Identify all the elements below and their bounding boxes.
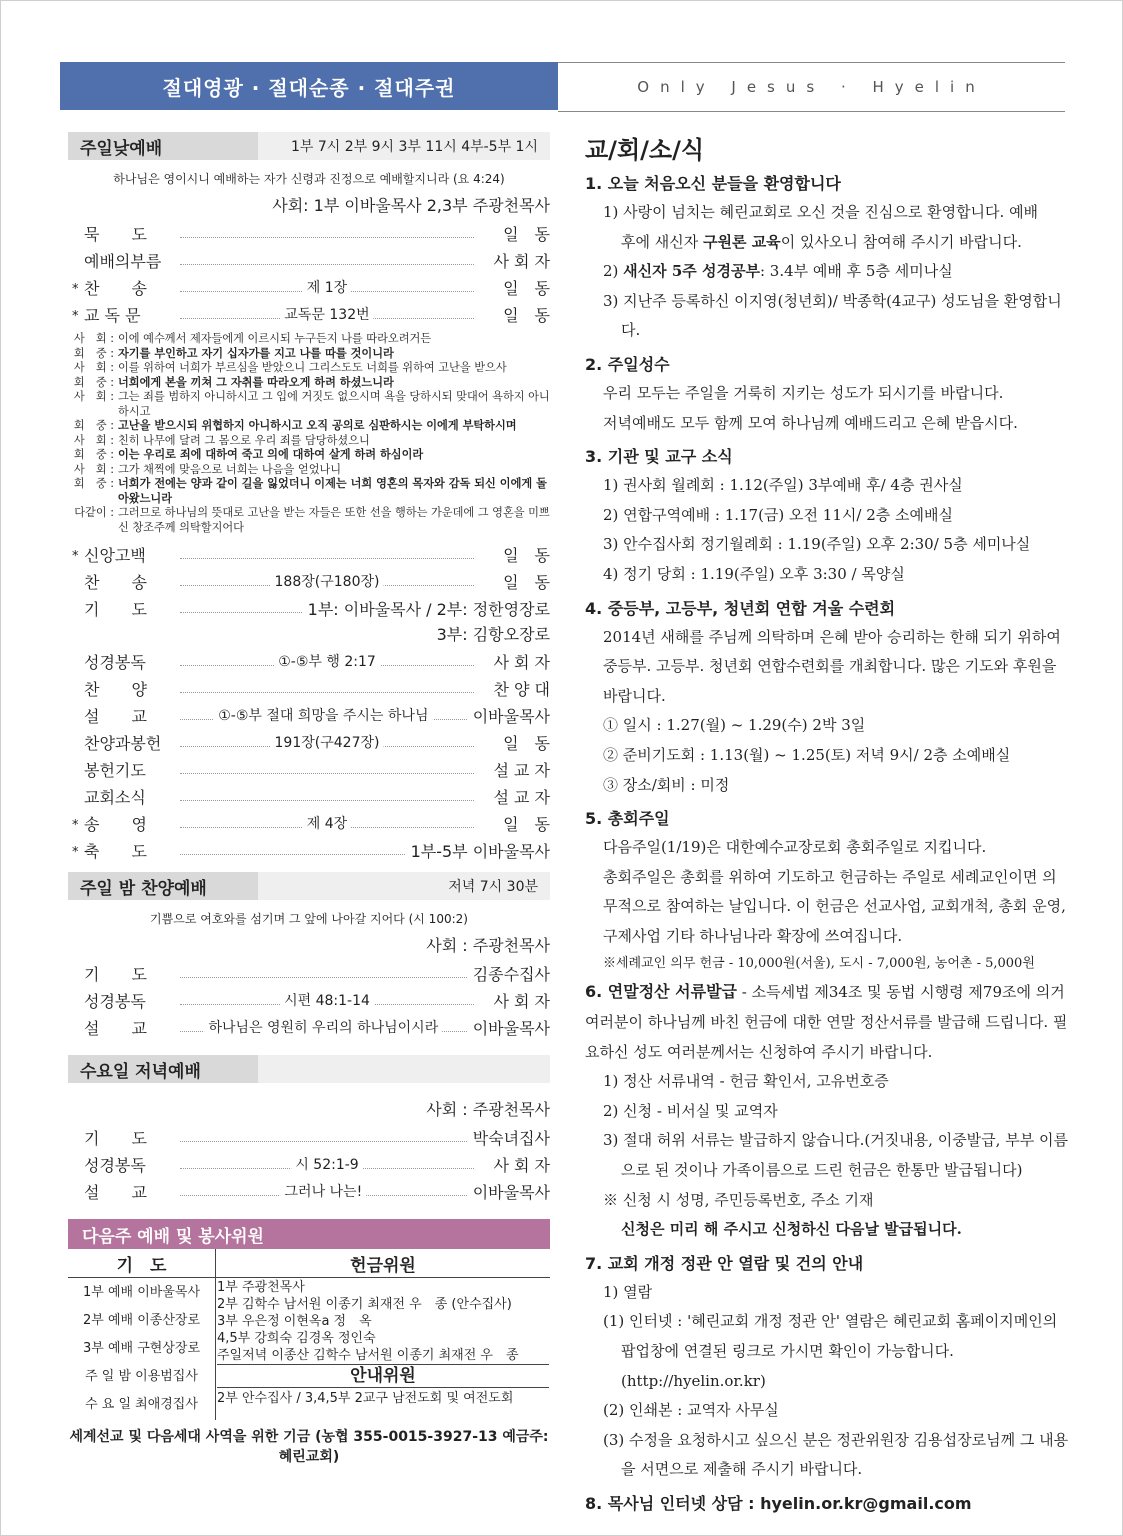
prayer-extra: 3부: 김항오장로 <box>436 625 550 644</box>
order-item-detail: ①-⑤부 행 2:17 <box>274 651 380 671</box>
offering-assignment: 1부 주광천목사 <box>217 1280 305 1295</box>
order-list <box>68 648 550 864</box>
dotted-leader <box>180 1141 467 1142</box>
news-text: 2014년 새해를 주님께 의탁하며 은혜 받아 승리하는 한해 되기 위하여 중등부. 고등부. 청년회 연합수련회를 개최합니다. 많은 기도와 후원을 바랍니다. <box>603 627 1061 705</box>
dotted-leader <box>180 612 302 613</box>
offering-cell <box>216 1278 551 1421</box>
news-text: 1) 열람 <box>603 1282 653 1301</box>
order-item <box>68 702 550 729</box>
reading-text: 이를 위하여 너희가 부르심을 받았으니 그리스도도 너희를 위하여 고난을 받으사 <box>118 361 507 374</box>
order-item <box>68 1178 550 1205</box>
order-item-person: 이바울목사 <box>472 1183 550 1202</box>
dotted-leader <box>180 654 474 670</box>
order-item-person: 일 동 <box>503 546 550 565</box>
news-list-item: 2) 신청 - 비서실 및 교역자 <box>603 1101 778 1120</box>
order-item-person: 일 동 <box>503 573 550 592</box>
reading-text: 그는 죄를 범하지 아니하시고 그 입에 거짓도 없으시며 욕을 당하시되 맞대어 욕하지 아니하시고 <box>118 390 550 418</box>
order-item-detail: ①-⑤부 절대 희망을 주시는 하나님 <box>214 705 432 725</box>
reading-text: 이에 예수께서 제자들에게 이르시되 누구든지 나를 따라오려거든 <box>118 332 432 345</box>
order-item-person: 사 회 자 <box>493 992 550 1011</box>
order-item-name: 신앙고백 <box>84 546 146 565</box>
reading-text: 그러므로 하나님의 뜻대로 고난을 받는 자들은 또한 선을 행하는 가운데에 그 영혼을 미쁘신 창조주께 의탁할지어다 <box>118 506 550 534</box>
order-item-name: 찬양과봉헌 <box>84 734 162 753</box>
news-list-item: ② 준비기도회 : 1.13(월) ~ 1.25(토) 저녁 9시/ 2층 소예배실 <box>603 745 1011 764</box>
news-text: 우리 모두는 주일을 거룩히 지키는 성도가 되시기를 바랍니다. <box>603 383 1004 402</box>
service-times: 1부 7시 2부 9시 3부 11시 4부-5부 1시 <box>291 139 538 155</box>
order-item-person: 김종수집사 <box>472 965 550 984</box>
service-team-table <box>68 1249 550 1420</box>
order-item-detail: 시 52:1-9 <box>291 1154 362 1174</box>
reader-role: 회 중 : <box>73 375 114 389</box>
order-list <box>68 220 550 328</box>
responsive-line <box>68 376 550 391</box>
order-item-person: 일 동 <box>503 279 550 298</box>
reading-text: 이는 우리로 죄에 대하여 죽고 의에 대하여 살게 하려 하심이라 <box>118 448 424 461</box>
news-heading: 2. 주일성수 <box>585 354 670 374</box>
dotted-leader <box>180 237 474 238</box>
guide-header: 안내위원 <box>217 1364 549 1388</box>
service-leader: 사회: 1부 이바울목사 2,3부 주광천목사 <box>272 196 550 215</box>
news-list-item: ③ 장소/회비 : 미정 <box>603 775 730 794</box>
responsive-line <box>68 390 550 419</box>
news-list-item: (1) 인터넷 : '혜린교회 개정 정관 안' 열람은 혜린교회 홈페이지메인의 팝업창에 연결된 링크로 가시면 확인이 가능합니다.(http://hyelin.or.kr) <box>603 1312 1058 1390</box>
prayer-assignments <box>68 1278 216 1421</box>
order-item-person: 이바울목사 <box>472 707 550 726</box>
section-title: 주일낮예배 <box>80 138 163 159</box>
order-item-detail: 시편 48:1-14 <box>280 990 374 1010</box>
order-item <box>68 1124 550 1151</box>
responsive-line <box>68 463 550 478</box>
news-heading: 4. 중등부, 고등부, 청년회 연합 겨울 수련회 <box>585 598 896 618</box>
news-list-item: ① 일시 : 1.27(월) ~ 1.29(수) 2박 3일 <box>603 716 866 735</box>
dotted-leader <box>180 773 474 774</box>
order-item-detail: 제 4장 <box>303 813 351 833</box>
guide-assignments: 2부 안수집사 / 3,4,5부 2교구 남전도회 및 여전도회 <box>217 1391 514 1406</box>
order-item-name: 성경봉독 <box>84 653 146 672</box>
news-list-item: (3) 수정을 요청하시고 싶으신 분은 정관위원장 김용섭장로님께 그 내용을 서면으로 제출해 주시기 바랍니다. <box>603 1430 1069 1479</box>
dotted-leader <box>180 816 474 832</box>
reading-text: 고난을 받으시되 위협하지 아니하시고 오직 공의로 심판하시는 이에게 부탁하시며 <box>118 419 517 432</box>
order-item-person: 사 회 자 <box>493 252 550 271</box>
prayer-assignment: 수 요 일 최애경집사 <box>85 1397 198 1412</box>
news-text: 다음주일(1/19)은 대한예수교장로회 총회주일로 지킵니다. <box>603 838 987 857</box>
news-heading: 1. 오늘 처음오신 분들을 환영합니다 <box>585 174 841 193</box>
dotted-leader <box>180 1020 467 1036</box>
order-item-name: 묵 도 <box>84 225 147 244</box>
responsive-reading <box>68 332 550 535</box>
reader-role: 다같이 : <box>74 506 114 519</box>
prayer-assignment: 1부 예배 이바울목사 <box>83 1285 200 1300</box>
service-leader: 사회 : 주광천목사 <box>426 1100 550 1119</box>
news-list <box>585 711 1070 800</box>
text-run: 2) <box>603 262 624 281</box>
news-list <box>585 471 1070 589</box>
reader-role: 사 회 : <box>73 433 114 447</box>
order-item-name: 설 교 <box>84 1019 147 1038</box>
responsive-line <box>68 361 550 376</box>
order-item-name: 교 독 문 <box>84 306 141 325</box>
required-standing-mark: * <box>72 845 79 860</box>
offering-col-header: 헌금위원 <box>216 1249 551 1278</box>
order-item-person: 일 동 <box>503 734 550 753</box>
news-list <box>585 1067 1070 1185</box>
reader-role: 회 중 : <box>73 346 114 360</box>
responsive-line <box>68 332 550 347</box>
order-item-name: 설 교 <box>84 1183 147 1202</box>
order-item <box>68 810 550 837</box>
responsive-line <box>68 448 550 463</box>
order-item-detail: 제 1장 <box>303 277 351 297</box>
order-item-name: 예배의부름 <box>84 252 162 271</box>
order-item-name: 찬 송 <box>84 279 147 298</box>
dotted-leader <box>180 800 474 801</box>
news-title: 교/회/소/식 <box>585 136 705 164</box>
reading-text: 너희가 전에는 양과 같이 길을 잃었더니 이제는 너희 영혼의 목자와 감독 되신 이에게 돌아왔느니라 <box>118 477 547 505</box>
order-item-name: 설 교 <box>84 707 147 726</box>
required-standing-mark: * <box>72 309 79 324</box>
order-item-person: 일 동 <box>503 815 550 834</box>
dotted-leader <box>180 574 474 590</box>
text-run: : 3.4부 예배 후 5층 세미나실 <box>759 262 953 281</box>
order-item <box>68 837 550 864</box>
responsive-line <box>68 506 550 535</box>
offering-assignment: 2부 김학수 남서원 이종기 최재전 우 종 (안수집사) <box>217 1297 512 1312</box>
dotted-leader <box>180 735 474 751</box>
news-list-item: 2) 연합구역예배 : 1.17(금) 오전 11시/ 2층 소예배실 <box>603 505 953 524</box>
order-item-name: 봉헌기도 <box>84 761 146 780</box>
order-item-name: 축 도 <box>84 842 147 861</box>
emphasis: 구원론 교육 <box>703 232 781 251</box>
responsive-line <box>68 419 550 434</box>
sunday-morning-header <box>68 132 550 160</box>
news-list-item: 1) 권사회 월례회 : 1.12(주일) 3부예배 후/ 4층 권사실 <box>603 476 963 495</box>
reading-text: 그가 채찍에 맞음으로 너희는 나음을 얻었나니 <box>118 462 342 476</box>
slogan-banner: Only Jesus · Hyelin <box>558 62 1065 112</box>
order-item-name: 기 도 <box>84 1129 147 1148</box>
order-item-person: 일 동 <box>503 306 550 325</box>
order-item-detail: 하나님은 영원히 우리의 하나님이시라 <box>204 1017 442 1037</box>
news-list-item: 3) 절대 허위 서류는 발급하지 않습니다.(거짓내용, 이중발급, 부부 이름으로 된 것이나 가족이름으로 드린 헌금은 한통만 발급됩니다) <box>603 1131 1068 1180</box>
order-item-person: 사 회 자 <box>493 1156 550 1175</box>
reading-text: 너희에게 본을 끼쳐 그 자취를 따라오게 하려 하셨느니라 <box>118 375 394 389</box>
dotted-leader <box>180 264 474 265</box>
order-item-name: 교회소식 <box>84 788 146 807</box>
news-list-item: 1) 정산 서류내역 - 헌금 확인서, 고유번호증 <box>603 1072 889 1091</box>
dotted-leader <box>180 280 474 296</box>
worship-order-column <box>68 132 550 1466</box>
dotted-leader <box>180 854 405 855</box>
order-item-name: 성경봉독 <box>84 1156 146 1175</box>
offering-assignment: 주일저녁 이종산 김학수 남서원 이종기 최재전 우 종 <box>217 1348 519 1363</box>
news-list-item: 3) 안수집사회 정기월례회 : 1.19(주일) 오후 2:30/ 5층 세미나실 <box>603 535 1031 554</box>
order-item <box>68 756 550 783</box>
order-item-detail: 교독문 132번 <box>280 304 373 324</box>
responsive-line <box>68 347 550 362</box>
order-item-name: 찬 송 <box>84 573 147 592</box>
offering-assignments <box>217 1279 549 1364</box>
order-item-person: 1부: 이바울목사 / 2부: 정한영장로 <box>307 600 550 619</box>
dotted-leader <box>180 1184 467 1200</box>
order-item <box>68 595 550 622</box>
dotted-leader <box>180 993 474 1009</box>
required-standing-mark: * <box>72 818 79 833</box>
dotted-leader <box>180 692 474 693</box>
reader-role: 사 회 : <box>73 361 114 374</box>
prayer-col-header: 기 도 <box>68 1249 216 1278</box>
order-item <box>68 301 550 328</box>
order-item <box>68 783 550 810</box>
service-leader: 사회 : 주광천목사 <box>426 936 550 955</box>
order-item <box>68 960 550 987</box>
order-item-person: 박숙녀집사 <box>472 1129 550 1148</box>
news-text <box>585 257 1070 287</box>
order-item <box>68 1151 550 1178</box>
news-text: 1) 사랑이 넘치는 혜린교회로 오신 것을 진심으로 환영합니다. 예배 <box>603 203 1039 221</box>
news-list <box>585 1307 1070 1485</box>
dotted-leader <box>180 307 474 323</box>
order-item-person: 일 동 <box>503 225 550 244</box>
prayer-assignment: 2부 예배 이종산장로 <box>83 1313 200 1328</box>
order-item <box>68 987 550 1014</box>
order-item-name: 찬 양 <box>84 680 147 699</box>
theme-verse: 기쁨으로 여호와를 섬기며 그 앞에 나아갈 지어다 (시 100:2) <box>150 912 468 926</box>
order-item <box>68 648 550 675</box>
reading-text: 친히 나무에 달려 그 몸으로 우리 죄를 담당하셨으니 <box>118 433 370 447</box>
news-note: ※ 신청 시 성명, 주민등록번호, 주소 기재 <box>603 1190 874 1209</box>
offering-assignment: 4,5부 강희숙 김경옥 정인숙 <box>217 1331 376 1346</box>
order-list <box>68 960 550 1041</box>
dotted-leader <box>180 708 467 724</box>
emphasis: 새신자 5주 성경공부 <box>623 262 760 281</box>
text-run: 후에 새신자 <box>621 232 703 251</box>
news-emphasis: 신청은 미리 해 주시고 신청하신 다음날 발급됩니다. <box>621 1220 962 1239</box>
dotted-leader <box>180 977 467 978</box>
reader-role: 회 중 : <box>73 477 114 490</box>
counseling-contact: 8. 목사님 인터넷 상담 : hyelin.or.kr@gmail.com <box>585 1493 972 1513</box>
order-item-detail: 그러나 나는! <box>281 1181 367 1201</box>
offering-assignment: 3부 우은정 이현옥a 정 옥 <box>217 1314 372 1329</box>
sunday-evening-header <box>68 872 550 900</box>
order-item-name: 기 도 <box>84 600 147 619</box>
news-text: 총회주일은 총회를 위하여 기도하고 헌금하는 주일로 세례교인이면 의무적으로 참여하는 날입니다. 이 헌금은 선교사업, 교회개척, 총회 운영, 구제사업 기타 하나님나라 확장에 쓰여집니다. <box>603 867 1066 945</box>
order-item <box>68 541 550 568</box>
text-run: 이 있사오니 참여해 주시기 바랍니다. <box>780 232 1022 251</box>
order-item-name: 송 영 <box>84 815 147 834</box>
prayer-assignment: 주 일 밤 이용범집사 <box>85 1369 198 1384</box>
order-item-person: 찬 양 대 <box>493 680 550 699</box>
responsive-line <box>68 434 550 449</box>
news-text <box>585 977 1070 1067</box>
news-text <box>585 228 1070 258</box>
order-list <box>68 1124 550 1205</box>
news-text: 저녁예배도 모두 함께 모여 하나님께 예배드리고 은혜 받읍시다. <box>603 413 1018 432</box>
order-item-detail: 188장(구180장) <box>271 571 384 591</box>
news-heading: 6. 연말정산 서류발급 <box>585 982 737 1002</box>
news-list-item: 4) 정기 당회 : 1.19(주일) 오후 3:30 / 목양실 <box>603 564 905 583</box>
reader-role: 사 회 : <box>73 390 114 403</box>
responsive-line <box>68 477 550 506</box>
order-item-detail: 191장(구427장) <box>271 732 384 752</box>
reader-role: 사 회 : <box>73 462 114 476</box>
order-item-name: 기 도 <box>84 965 147 984</box>
order-item <box>68 729 550 756</box>
order-list <box>68 541 550 622</box>
order-item-person: 이바울목사 <box>472 1019 550 1038</box>
order-item <box>68 568 550 595</box>
dotted-leader <box>180 1157 474 1173</box>
order-item-name: 성경봉독 <box>84 992 146 1011</box>
reader-role: 사 회 : <box>73 332 114 345</box>
text-run: - 소득세법 제34조 및 동법 시행령 제79조에 의거 여러분이 하나님께 바친 헌금에 대한 연말 정산서류를 발급해 드립니다. 필요하신 성도 여러분께서는 신청하여 주시기 바랍니다. <box>585 983 1068 1061</box>
reading-text: 자기를 부인하고 자기 십자가를 지고 나를 따를 것이니라 <box>118 346 394 360</box>
theme-verse: 하나님은 영이시니 예배하는 자가 신령과 진정으로 예배할지니라 (요 4:24) <box>113 172 505 186</box>
news-heading: 7. 교회 개정 정관 안 열람 및 건의 안내 <box>585 1253 864 1273</box>
section-title: 주일 밤 찬양예배 <box>80 878 207 899</box>
reader-role: 회 중 : <box>73 419 114 432</box>
order-item-person: 설 교 자 <box>493 788 550 807</box>
order-item-person: 사 회 자 <box>493 653 550 672</box>
service-times: 저녁 7시 30분 <box>448 879 538 895</box>
service-team-header: 다음주 예배 및 봉사위원 <box>68 1219 550 1249</box>
order-item-person: 설 교 자 <box>493 761 550 780</box>
order-item <box>68 675 550 702</box>
order-item <box>68 1014 550 1041</box>
dotted-leader <box>180 558 474 559</box>
news-text: 3) 지난주 등록하신 이지영(청년회)/ 박종학(4교구) 성도님을 환영합니다. <box>603 291 1062 340</box>
order-item-person: 1부-5부 이바울목사 <box>410 842 550 861</box>
mission-fund: 세계선교 및 다음세대 사역을 위한 기금 (농협 355-0015-3927-13 예금주: 혜린교회) <box>69 1429 549 1465</box>
news-note: ※세례교인 의무 헌금 - 10,000원(서울), 도시 - 7,000원, 농어촌 - 5,000원 <box>603 956 1035 972</box>
order-item <box>68 220 550 247</box>
news-heading: 3. 기관 및 교구 소식 <box>585 447 733 467</box>
prayer-assignment: 3부 예배 구현상장로 <box>83 1341 200 1356</box>
reader-role: 회 중 : <box>73 448 114 461</box>
required-standing-mark: * <box>72 282 79 297</box>
news-list-item: (2) 인쇄본 : 교역자 사무실 <box>603 1401 779 1420</box>
wednesday-header <box>68 1055 550 1083</box>
motto-banner: 절대영광 · 절대순종 · 절대주권 <box>60 62 558 110</box>
news-heading: 5. 총회주일 <box>585 809 670 829</box>
order-item <box>68 247 550 274</box>
required-standing-mark: * <box>72 549 79 564</box>
order-item <box>68 274 550 301</box>
section-title: 수요일 저녁예배 <box>80 1061 201 1082</box>
church-news-column <box>585 130 1070 1518</box>
